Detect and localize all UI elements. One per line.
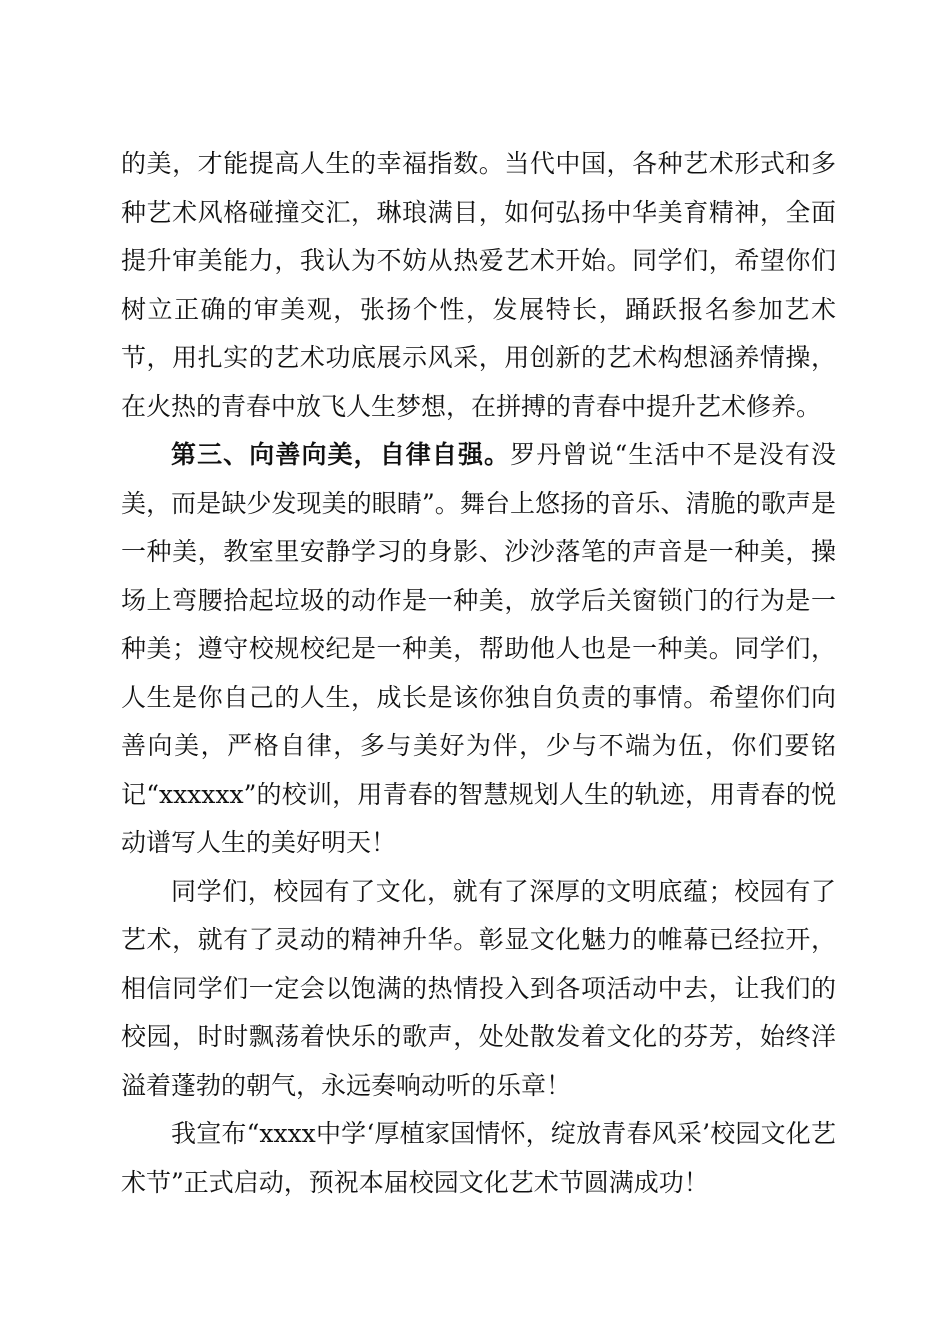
paragraph-4 (121, 1110, 836, 1207)
paragraph-2-text: 罗丹曾说“生活中不是没有没美，而是缺少发现美的眼睛”。舞台上悠扬的音乐、清脆的歌声是一种美，教室里安静学习的身影、沙沙落笔的声音是一种美，操场上弯腰拾起垃圾的动作是一种美，放学后关窗锁门的行为是一种美；遵守校规校纪是一种美，帮助他人也是一种美。同学们，人生是你自己的人生，成长是该你独自负责的事情。希望你们向善向美，严格自律，多与美好为伴，少与不端为伍，你们要铭记“xxxxxx”的校训，用青春的智慧规划人生的轨迹，用青春的悦动谱写人生的美好明天！ (121, 440, 836, 857)
document-body (121, 140, 836, 1207)
paragraph-2-heading: 第三、向善向美，自律自强。 (171, 440, 511, 469)
paragraph-4-text: 我宣布“xxxx中学‘厚植家国情怀，绽放青春风采’校园文化艺术节”正式启动，预祝本届校园文化艺术节圆满成功！ (121, 1119, 836, 1197)
paragraph-1-text: 的美，才能提高人生的幸福指数。当代中国，各种艺术形式和多种艺术风格碰撞交汇，琳琅满目，如何弘扬中华美育精神，全面提升审美能力，我认为不妨从热爱艺术开始。同学们，希望你们树立正确的审美观，张扬个性，发展特长，踊跃报名参加艺术节，用扎实的艺术功底展示风采，用创新的艺术构想涵养情操，在火热的青春中放飞人生梦想，在拼搏的青春中提升艺术修养。 (121, 149, 836, 421)
paragraph-3-text: 同学们，校园有了文化，就有了深厚的文明底蕴；校园有了艺术，就有了灵动的精神升华。彰显文化魅力的帷幕已经拉开，相信同学们一定会以饱满的热情投入到各项活动中去，让我们的校园，时时飘荡着快乐的歌声，处处散发着文化的芬芳，始终洋溢着蓬勃的朝气，永远奏响动听的乐章！ (121, 876, 836, 1100)
paragraph-2 (121, 431, 836, 868)
paragraph-3 (121, 868, 836, 1111)
paragraph-1 (121, 140, 836, 431)
